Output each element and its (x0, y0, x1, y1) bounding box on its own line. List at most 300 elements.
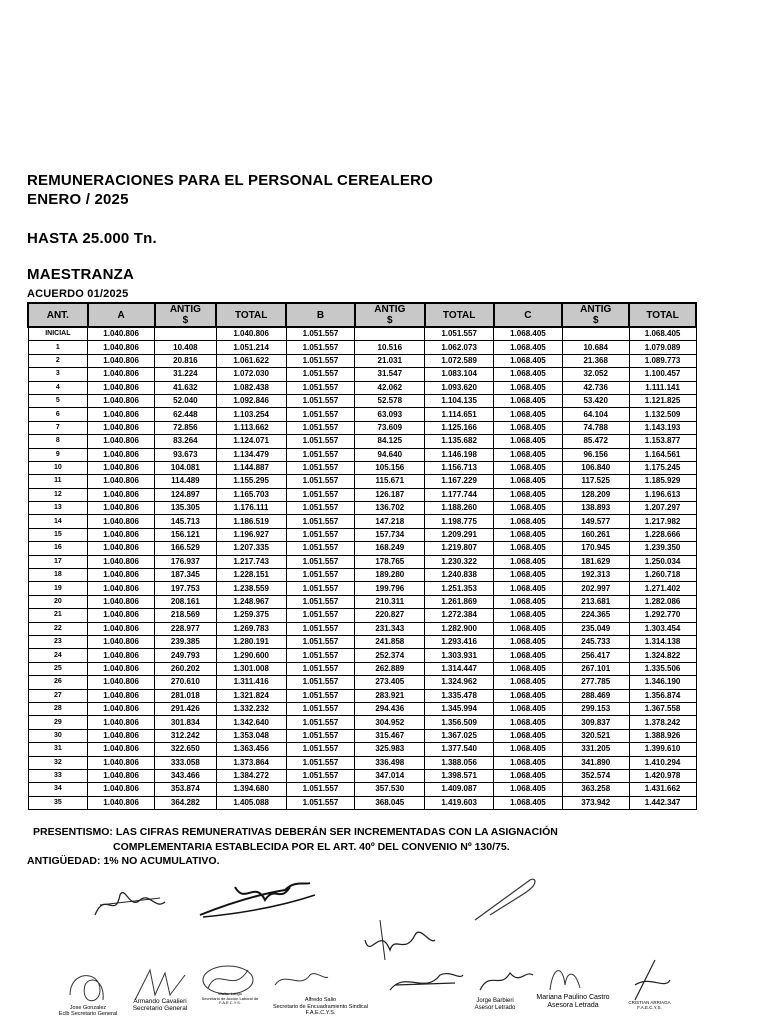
table-cell: 1.051.557 (286, 729, 355, 742)
table-cell: 1.051.557 (286, 488, 355, 501)
table-cell: 104.081 (155, 461, 217, 474)
row-antiguedad-cell: 26 (28, 676, 88, 689)
table-row (28, 341, 696, 354)
document-title: REMUNERACIONES PARA EL PERSONAL CEREALERO (27, 172, 434, 189)
table-row (28, 475, 696, 488)
table-cell: 1.198.775 (425, 515, 494, 528)
table-cell: 1.356.509 (425, 716, 494, 729)
row-antiguedad-cell: 34 (28, 783, 88, 796)
table-cell: 1.040.806 (88, 368, 155, 381)
table-cell: 1.121.825 (629, 394, 696, 407)
row-antiguedad-cell: 23 (28, 635, 88, 648)
table-cell (562, 327, 629, 341)
table-cell: 213.681 (562, 595, 629, 608)
table-cell: 1.394.680 (216, 783, 286, 796)
table-cell: 1.324.962 (425, 676, 494, 689)
table-cell: 1.051.557 (286, 569, 355, 582)
table-cell: 224.365 (562, 609, 629, 622)
signatory-name: Mariana Paulino Castro (536, 994, 610, 1001)
table-cell: 1.292.770 (629, 609, 696, 622)
table-cell: 106.840 (562, 461, 629, 474)
table-row (28, 354, 696, 367)
row-antiguedad-cell: 10 (28, 461, 88, 474)
table-cell: 1.092.846 (216, 394, 286, 407)
table-cell: 1.153.877 (629, 435, 696, 448)
table-row (28, 435, 696, 448)
table-cell: 322.650 (155, 743, 217, 756)
table-cell: 176.937 (155, 555, 217, 568)
table-cell: 347.014 (355, 769, 425, 782)
table-cell: 341.890 (562, 756, 629, 769)
table-cell: 1.186.519 (216, 515, 286, 528)
table-cell: 1.388.056 (425, 756, 494, 769)
table-cell: 1.040.806 (88, 327, 155, 341)
table-cell: 252.374 (355, 649, 425, 662)
row-antiguedad-cell: 35 (28, 796, 88, 809)
table-cell: 1.260.718 (629, 569, 696, 582)
table-cell: 1.068.405 (629, 327, 696, 341)
table-cell: 1.051.557 (286, 676, 355, 689)
table-cell: 1.399.610 (629, 743, 696, 756)
table-cell: 1.164.561 (629, 448, 696, 461)
table-row (28, 502, 696, 515)
column-header: ANTIG $ (355, 303, 425, 327)
table-cell: 52.578 (355, 394, 425, 407)
table-cell: 1.410.294 (629, 756, 696, 769)
table-cell: 1.051.557 (286, 783, 355, 796)
table-cell: 1.442.347 (629, 796, 696, 809)
table-cell: 1.217.982 (629, 515, 696, 528)
signatory-name: CRISTIAN ARRIAGA (628, 1000, 671, 1005)
table-cell: 256.417 (562, 649, 629, 662)
table-cell: 1.113.662 (216, 421, 286, 434)
table-cell: 1.068.405 (494, 435, 563, 448)
table-cell: 74.788 (562, 421, 629, 434)
table-row (28, 635, 696, 648)
table-row (28, 756, 696, 769)
row-antiguedad-cell: 27 (28, 689, 88, 702)
row-antiguedad-cell: 3 (28, 368, 88, 381)
table-cell: 1.040.806 (88, 394, 155, 407)
row-antiguedad-cell: 33 (28, 769, 88, 782)
table-cell: 1.134.479 (216, 448, 286, 461)
table-cell: 1.068.405 (494, 408, 563, 421)
table-body (28, 327, 696, 810)
table-cell: 1.175.245 (629, 461, 696, 474)
table-row (28, 515, 696, 528)
table-cell: 325.983 (355, 743, 425, 756)
table-cell: 1.311.416 (216, 676, 286, 689)
table-cell: 1.089.773 (629, 354, 696, 367)
table-cell: 1.051.557 (286, 528, 355, 541)
signatory-4 (258, 997, 383, 1017)
table-row (28, 488, 696, 501)
table-cell: 1.051.557 (286, 756, 355, 769)
table-cell: 315.467 (355, 729, 425, 742)
presentismo-note-line1: PRESENTISMO: LAS CIFRAS REMUNERATIVAS DEBERÁN SER INCREMENTADAS CON LA ASIGNACIÓN (33, 826, 558, 838)
table-row (28, 327, 696, 341)
table-cell: 218.569 (155, 609, 217, 622)
table-cell: 1.068.405 (494, 394, 563, 407)
table-cell: 1.079.089 (629, 341, 696, 354)
signatory-role: Asesor Letrado (474, 1004, 516, 1011)
table-cell: 1.068.405 (494, 569, 563, 582)
table-cell: 1.072.589 (425, 354, 494, 367)
table-cell: 1.068.405 (494, 609, 563, 622)
table-row (28, 461, 696, 474)
signatory-role: Secretario de Acción Laboral de F.A.E.C.Y.S. (201, 995, 259, 1005)
table-cell: 1.051.557 (286, 354, 355, 367)
table-cell: 1.068.405 (494, 475, 563, 488)
table-cell: 124.897 (155, 488, 217, 501)
table-cell: 1.068.405 (494, 649, 563, 662)
signature-3 (470, 875, 545, 925)
table-cell: 1.068.405 (494, 689, 563, 702)
table-cell: 156.121 (155, 528, 217, 541)
table-cell: 228.977 (155, 622, 217, 635)
table-row (28, 689, 696, 702)
table-cell: 1.068.405 (494, 582, 563, 595)
table-cell: 1.068.405 (494, 555, 563, 568)
table-cell: 1.051.214 (216, 341, 286, 354)
column-header: TOTAL (629, 303, 696, 327)
row-antiguedad-cell: 19 (28, 582, 88, 595)
signatory-name: Jorge Barbieri (476, 998, 514, 1004)
table-cell: 63.093 (355, 408, 425, 421)
table-row (28, 555, 696, 568)
table-cell: 72.856 (155, 421, 217, 434)
table-cell: 239.385 (155, 635, 217, 648)
table-cell: 1.144.887 (216, 461, 286, 474)
table-cell: 128.209 (562, 488, 629, 501)
table-cell: 1.104.135 (425, 394, 494, 407)
table-cell: 260.202 (155, 662, 217, 675)
table-cell: 357.530 (355, 783, 425, 796)
table-cell: 1.398.571 (425, 769, 494, 782)
row-antiguedad-cell: 25 (28, 662, 88, 675)
signatory-name: Jose Gonzalez (69, 1005, 107, 1011)
table-cell: 1.261.869 (425, 595, 494, 608)
table-cell: 364.282 (155, 796, 217, 809)
signature-9 (385, 965, 465, 1000)
table-cell: 1.051.557 (286, 381, 355, 394)
table-cell: 1.040.806 (88, 488, 155, 501)
table-cell: 1.051.557 (286, 421, 355, 434)
table-cell: 73.609 (355, 421, 425, 434)
table-cell: 1.068.405 (494, 676, 563, 689)
table-cell: 1.132.509 (629, 408, 696, 421)
table-cell: 208.161 (155, 595, 217, 608)
table-cell: 84.125 (355, 435, 425, 448)
table-cell: 277.785 (562, 676, 629, 689)
table-cell: 1.124.071 (216, 435, 286, 448)
table-cell: 1.051.557 (286, 635, 355, 648)
table-cell: 1.111.141 (629, 381, 696, 394)
table-cell: 1.051.557 (286, 515, 355, 528)
table-cell: 1.346.190 (629, 676, 696, 689)
table-cell: 1.051.557 (286, 649, 355, 662)
table-cell: 1.314.447 (425, 662, 494, 675)
table-cell: 1.068.405 (494, 743, 563, 756)
table-cell: 42.062 (355, 381, 425, 394)
table-cell: 10.516 (355, 341, 425, 354)
table-cell: 1.040.806 (88, 502, 155, 515)
table-row (28, 676, 696, 689)
table-cell: 1.177.744 (425, 488, 494, 501)
table-cell: 1.040.806 (88, 689, 155, 702)
table-cell: 1.040.806 (88, 528, 155, 541)
table-cell: 1.051.557 (286, 743, 355, 756)
table-cell: 1.051.557 (286, 595, 355, 608)
row-antiguedad-cell: 24 (28, 649, 88, 662)
table-cell: 1.051.557 (286, 796, 355, 809)
table-cell: 181.629 (562, 555, 629, 568)
table-cell: 1.040.806 (88, 783, 155, 796)
table-cell: 1.185.929 (629, 475, 696, 488)
table-cell: 1.051.557 (286, 662, 355, 675)
table-cell: 192.313 (562, 569, 629, 582)
row-antiguedad-cell: 28 (28, 702, 88, 715)
table-cell: 1.062.073 (425, 341, 494, 354)
table-cell: 1.303.931 (425, 649, 494, 662)
column-header: ANT. (28, 303, 88, 327)
table-cell: 1.165.703 (216, 488, 286, 501)
table-cell: 202.997 (562, 582, 629, 595)
table-cell: 1.103.254 (216, 408, 286, 421)
table-cell: 1.207.297 (629, 502, 696, 515)
row-antiguedad-cell: 30 (28, 729, 88, 742)
table-cell: 1.068.405 (494, 354, 563, 367)
row-antiguedad-cell: 7 (28, 421, 88, 434)
table-cell: 1.196.927 (216, 528, 286, 541)
table-cell: 281.018 (155, 689, 217, 702)
table-cell: 1.051.557 (286, 341, 355, 354)
row-antiguedad-cell: 8 (28, 435, 88, 448)
table-cell: 1.040.806 (88, 569, 155, 582)
signatory-role: Secretario General (132, 1005, 188, 1012)
row-antiguedad-cell: 29 (28, 716, 88, 729)
table-cell: 52.040 (155, 394, 217, 407)
table-row (28, 368, 696, 381)
table-cell: 1.324.822 (629, 649, 696, 662)
table-cell: 1.040.806 (88, 555, 155, 568)
table-cell: 32.052 (562, 368, 629, 381)
table-cell: 1.051.557 (286, 689, 355, 702)
table-cell: 1.332.232 (216, 702, 286, 715)
table-cell: 1.040.806 (88, 354, 155, 367)
table-row (28, 783, 696, 796)
table-cell: 115.671 (355, 475, 425, 488)
table-cell: 1.228.151 (216, 569, 286, 582)
table-row (28, 448, 696, 461)
table-cell: 1.051.557 (286, 716, 355, 729)
table-cell: 1.051.557 (286, 408, 355, 421)
table-cell: 1.040.806 (88, 676, 155, 689)
column-header: TOTAL (216, 303, 286, 327)
table-cell: 1.051.557 (286, 702, 355, 715)
table-cell: 85.472 (562, 435, 629, 448)
table-cell: 1.082.438 (216, 381, 286, 394)
table-cell: 1.040.806 (88, 515, 155, 528)
signature-8 (270, 965, 330, 995)
table-cell: 1.051.557 (286, 435, 355, 448)
table-cell: 352.574 (562, 769, 629, 782)
table-row (28, 649, 696, 662)
table-cell: 21.368 (562, 354, 629, 367)
table-cell: 1.040.806 (88, 341, 155, 354)
table-cell: 1.353.048 (216, 729, 286, 742)
table-cell: 1.068.405 (494, 528, 563, 541)
table-cell: 1.269.783 (216, 622, 286, 635)
table-cell: 170.945 (562, 542, 629, 555)
table-cell: 1.259.375 (216, 609, 286, 622)
table-row (28, 582, 696, 595)
table-cell: 1.040.806 (88, 435, 155, 448)
signature-10 (475, 965, 535, 995)
agreement-label: ACUERDO 01/2025 (27, 288, 129, 300)
table-cell: 1.388.926 (629, 729, 696, 742)
table-cell: 1.068.405 (494, 341, 563, 354)
table-cell: 1.373.864 (216, 756, 286, 769)
table-cell: 1.100.457 (629, 368, 696, 381)
table-cell: 1.114.651 (425, 408, 494, 421)
column-header: A (88, 303, 155, 327)
table-cell: 1.068.405 (494, 796, 563, 809)
table-cell: 1.051.557 (286, 502, 355, 515)
table-cell: 199.796 (355, 582, 425, 595)
table-cell: 1.335.506 (629, 662, 696, 675)
row-antiguedad-cell: 22 (28, 622, 88, 635)
table-cell: 126.187 (355, 488, 425, 501)
table-cell: 160.261 (562, 528, 629, 541)
table-cell: 249.793 (155, 649, 217, 662)
signatory-role: Secretario de Encuadramiento Sindical F.A.E.C.Y.S. (272, 1003, 369, 1016)
table-cell: 31.547 (355, 368, 425, 381)
table-cell: 10.684 (562, 341, 629, 354)
signatory-name: Alfredo Salio (304, 997, 337, 1003)
table-cell: 312.242 (155, 729, 217, 742)
table-cell: 1.068.405 (494, 729, 563, 742)
row-antiguedad-cell: 12 (28, 488, 88, 501)
table-cell: 94.640 (355, 448, 425, 461)
table-cell: 1.051.557 (286, 769, 355, 782)
signatory-5 (465, 998, 525, 1011)
signatory-role: F.A.E.C.Y.S. (637, 1005, 662, 1010)
table-cell: 1.282.086 (629, 595, 696, 608)
table-cell: 220.827 (355, 609, 425, 622)
table-cell: 1.040.806 (88, 769, 155, 782)
table-row (28, 716, 696, 729)
table-cell: 1.051.557 (286, 448, 355, 461)
table-cell: 291.426 (155, 702, 217, 715)
table-cell: 1.282.900 (425, 622, 494, 635)
table-cell: 1.068.405 (494, 635, 563, 648)
table-cell: 1.068.405 (494, 595, 563, 608)
table-cell: 363.258 (562, 783, 629, 796)
table-cell: 301.834 (155, 716, 217, 729)
table-cell: 1.377.540 (425, 743, 494, 756)
table-cell: 114.489 (155, 475, 217, 488)
presentismo-note-line2: COMPLEMENTARIA ESTABLECIDA POR EL ART. 40º DEL CONVENIO Nº 130/75. (113, 841, 510, 853)
table-cell: 1.068.405 (494, 461, 563, 474)
table-cell: 1.188.260 (425, 502, 494, 515)
row-antiguedad-cell: 13 (28, 502, 88, 515)
table-cell: 1.051.557 (286, 609, 355, 622)
table-cell: 1.068.405 (494, 702, 563, 715)
row-antiguedad-cell: 5 (28, 394, 88, 407)
table-row (28, 569, 696, 582)
signatory-3 (195, 992, 265, 1006)
table-cell: 1.176.111 (216, 502, 286, 515)
table-cell: 1.239.350 (629, 542, 696, 555)
table-cell: 136.702 (355, 502, 425, 515)
column-header: TOTAL (425, 303, 494, 327)
table-cell: 157.734 (355, 528, 425, 541)
table-row (28, 622, 696, 635)
salary-table (27, 302, 697, 810)
signature-2 (195, 875, 325, 925)
table-cell: 336.498 (355, 756, 425, 769)
table-row (28, 408, 696, 421)
row-antiguedad-cell: 2 (28, 354, 88, 367)
table-cell: 1.420.978 (629, 769, 696, 782)
antiguedad-note: ANTIGÜEDAD: 1% NO ACUMULATIVO. (27, 855, 220, 867)
table-cell: 1.143.193 (629, 421, 696, 434)
row-antiguedad-cell: 1 (28, 341, 88, 354)
table-cell: 1.240.838 (425, 569, 494, 582)
table-cell: 262.889 (355, 662, 425, 675)
table-cell: 1.051.557 (286, 582, 355, 595)
signature-11 (545, 960, 585, 995)
row-antiguedad-cell: 15 (28, 528, 88, 541)
table-cell: 1.040.806 (88, 448, 155, 461)
signature-12 (625, 955, 675, 1005)
table-cell: 178.765 (355, 555, 425, 568)
table-row (28, 542, 696, 555)
table-cell: 1.068.405 (494, 488, 563, 501)
table-cell: 187.345 (155, 569, 217, 582)
table-cell: 1.363.456 (216, 743, 286, 756)
table-cell: 1.040.806 (88, 716, 155, 729)
table-cell: 1.040.806 (88, 729, 155, 742)
table-cell: 270.610 (155, 676, 217, 689)
table-cell: 331.205 (562, 743, 629, 756)
table-cell: 1.068.405 (494, 502, 563, 515)
table-cell: 135.305 (155, 502, 217, 515)
table-cell: 197.753 (155, 582, 217, 595)
table-cell: 1.405.088 (216, 796, 286, 809)
signatory-6 (528, 994, 618, 1010)
table-cell: 1.196.613 (629, 488, 696, 501)
table-cell: 1.051.557 (286, 542, 355, 555)
table-cell: 1.228.666 (629, 528, 696, 541)
table-cell: 353.874 (155, 783, 217, 796)
table-cell (355, 327, 425, 341)
table-cell (155, 327, 217, 341)
signatory-2 (125, 998, 195, 1012)
table-cell: 1.068.405 (494, 769, 563, 782)
table-cell: 145.713 (155, 515, 217, 528)
table-cell: 1.072.030 (216, 368, 286, 381)
table-cell: 288.469 (562, 689, 629, 702)
table-row (28, 796, 696, 809)
table-cell: 1.068.405 (494, 368, 563, 381)
table-cell: 1.345.994 (425, 702, 494, 715)
table-cell: 273.405 (355, 676, 425, 689)
table-cell: 1.156.713 (425, 461, 494, 474)
table-cell: 1.068.405 (494, 381, 563, 394)
table-cell: 1.367.558 (629, 702, 696, 715)
